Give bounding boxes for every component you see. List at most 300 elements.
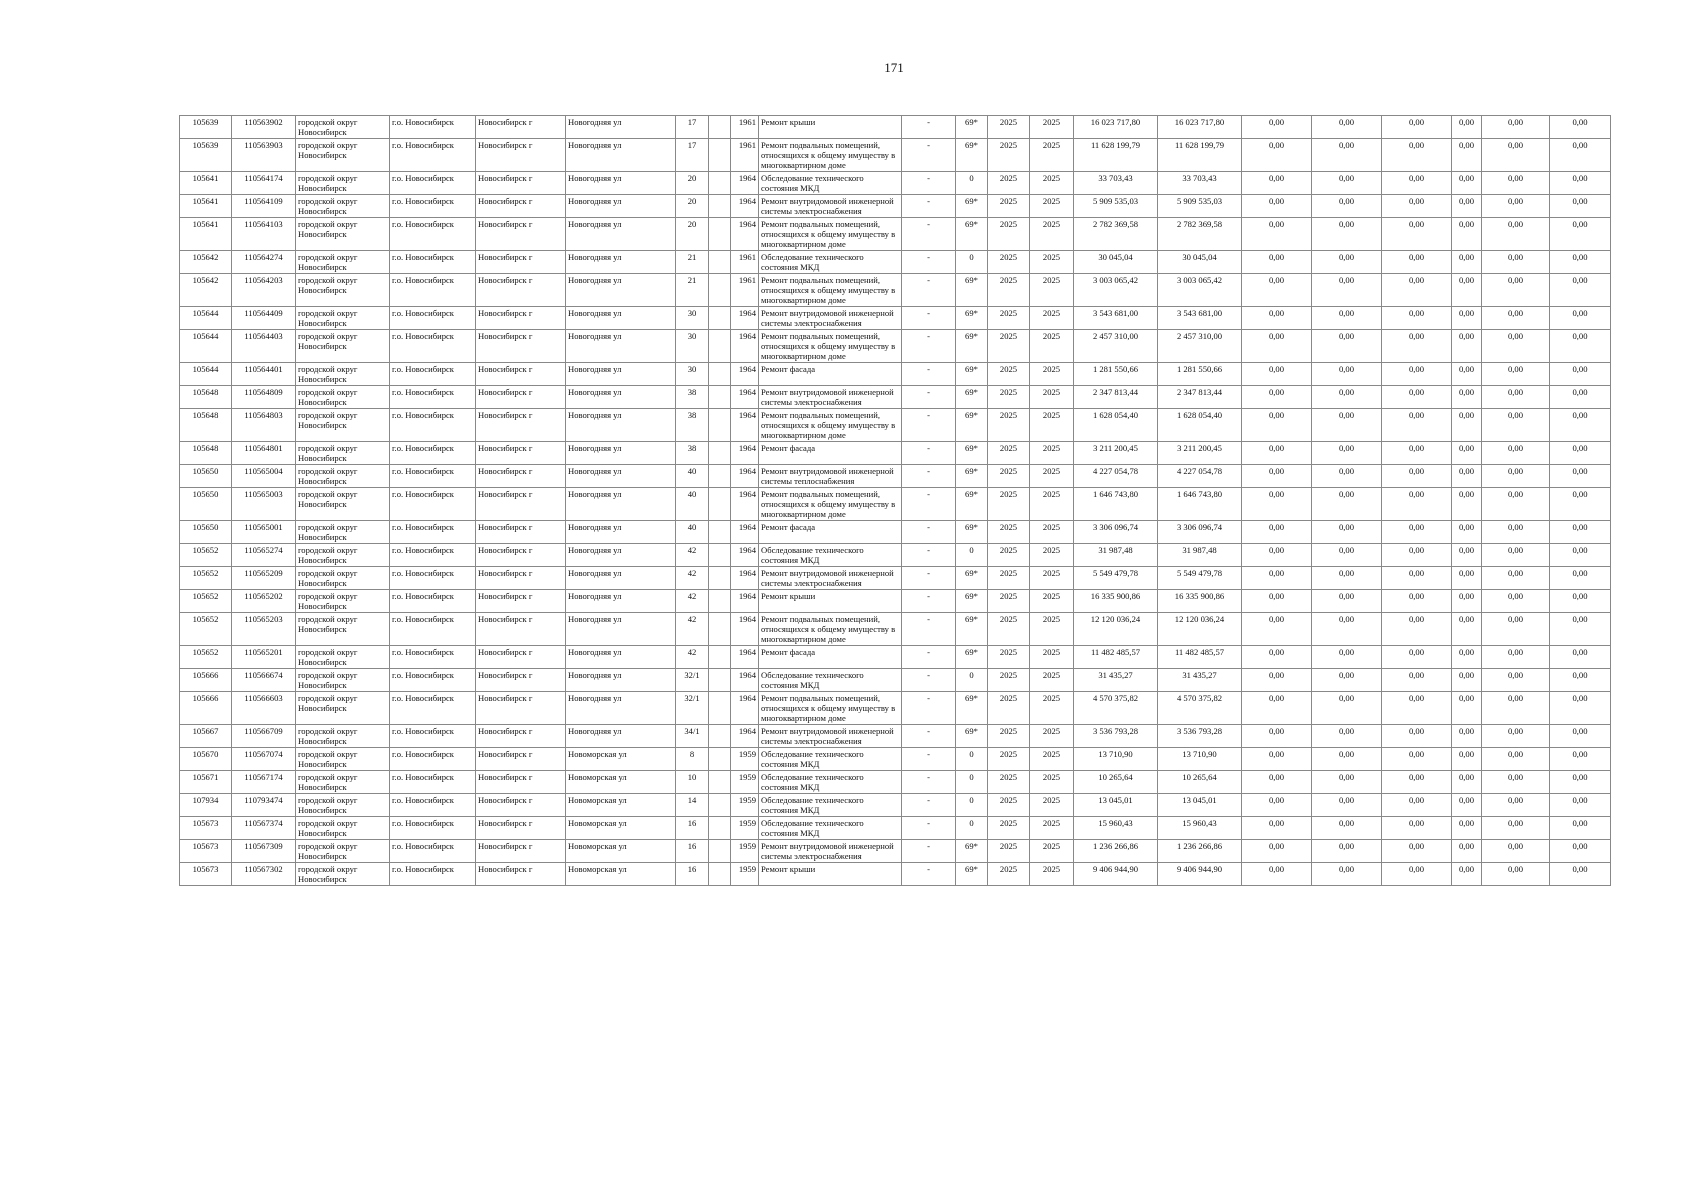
cell-cost-col-5: 0,00 (1482, 274, 1550, 307)
cell-build-year: 1959 (731, 840, 759, 863)
cell-work-type: Ремонт фасада (759, 363, 902, 386)
cell-work-id: 110564403 (232, 330, 296, 363)
cell-cost-col-4: 0,00 (1452, 544, 1482, 567)
cell-cost-col-1: 0,00 (1242, 840, 1312, 863)
cell-build-year: 1964 (731, 307, 759, 330)
cell-plan-year-start: 2025 (988, 172, 1030, 195)
table-body (180, 116, 1611, 886)
cell-street: Новогодняя ул (566, 172, 676, 195)
cell-work-type: Ремонт внутридомовой инженерной системы электроснабжения (759, 840, 902, 863)
cell-work-id: 110564109 (232, 195, 296, 218)
cell-col-dash: - (902, 139, 956, 172)
cell-city-district: г.о. Новосибирск (390, 521, 476, 544)
cell-plan-year-end: 2025 (1030, 613, 1074, 646)
table-row (180, 771, 1611, 794)
cell-plan-year-start: 2025 (988, 465, 1030, 488)
table-row (180, 330, 1611, 363)
cell-total-cost: 16 335 900,86 (1074, 590, 1158, 613)
cell-house-id: 105671 (180, 771, 232, 794)
cell-fund-cost: 4 227 054,78 (1158, 465, 1242, 488)
cell-col-dash: - (902, 465, 956, 488)
cell-municipality: городской округ Новосибирск (296, 863, 390, 886)
cell-house-number: 30 (676, 363, 709, 386)
cell-work-type: Ремонт фасада (759, 521, 902, 544)
cell-settlement: Новосибирск г (476, 274, 566, 307)
cell-house-id: 107934 (180, 794, 232, 817)
cell-fund-cost: 13 710,90 (1158, 748, 1242, 771)
cell-total-cost: 10 265,64 (1074, 771, 1158, 794)
cell-fund-cost: 16 335 900,86 (1158, 590, 1242, 613)
cell-building (709, 544, 731, 567)
cell-house-id: 105652 (180, 646, 232, 669)
cell-building (709, 817, 731, 840)
cell-cost-col-2: 0,00 (1312, 465, 1382, 488)
cell-work-type: Обследование технического состояния МКД (759, 251, 902, 274)
cell-build-year: 1964 (731, 725, 759, 748)
cell-cost-col-5: 0,00 (1482, 544, 1550, 567)
cell-street: Новоморская ул (566, 794, 676, 817)
cell-plan-year-start: 2025 (988, 771, 1030, 794)
cell-plan-year-start: 2025 (988, 669, 1030, 692)
cell-house-number: 30 (676, 330, 709, 363)
cell-work-id: 110793474 (232, 794, 296, 817)
cell-cost-col-3: 0,00 (1382, 218, 1452, 251)
cell-fund-cost: 3 211 200,45 (1158, 442, 1242, 465)
cell-fund-cost: 9 406 944,90 (1158, 863, 1242, 886)
cell-municipality: городской округ Новосибирск (296, 748, 390, 771)
cell-municipality: городской округ Новосибирск (296, 488, 390, 521)
cell-cost-col-3: 0,00 (1382, 274, 1452, 307)
cell-total-cost: 1 646 743,80 (1074, 488, 1158, 521)
cell-street: Новогодняя ул (566, 274, 676, 307)
cell-cost-col-3: 0,00 (1382, 172, 1452, 195)
cell-col-dash: - (902, 274, 956, 307)
cell-plan-year-end: 2025 (1030, 330, 1074, 363)
cell-city-district: г.о. Новосибирск (390, 116, 476, 139)
cell-total-cost: 31 435,27 (1074, 669, 1158, 692)
cell-work-id: 110567374 (232, 817, 296, 840)
cell-house-number: 20 (676, 218, 709, 251)
cell-building (709, 274, 731, 307)
cell-plan-year-start: 2025 (988, 748, 1030, 771)
cell-settlement: Новосибирск г (476, 488, 566, 521)
cell-street: Новогодняя ул (566, 465, 676, 488)
cell-municipality: городской округ Новосибирск (296, 590, 390, 613)
table-row (180, 669, 1611, 692)
cell-cost-col-2: 0,00 (1312, 386, 1382, 409)
cell-settlement: Новосибирск г (476, 771, 566, 794)
cell-house-id: 105652 (180, 613, 232, 646)
cell-building (709, 307, 731, 330)
cell-house-id: 105641 (180, 218, 232, 251)
cell-city-district: г.о. Новосибирск (390, 307, 476, 330)
cell-building (709, 771, 731, 794)
cell-wear-percent: 69* (956, 195, 988, 218)
cell-wear-percent: 69* (956, 692, 988, 725)
cell-cost-col-5: 0,00 (1482, 386, 1550, 409)
cell-house-number: 42 (676, 590, 709, 613)
cell-city-district: г.о. Новосибирск (390, 567, 476, 590)
cell-build-year: 1964 (731, 567, 759, 590)
cell-work-type: Ремонт внутридомовой инженерной системы электроснабжения (759, 725, 902, 748)
cell-fund-cost: 1 281 550,66 (1158, 363, 1242, 386)
cell-total-cost: 12 120 036,24 (1074, 613, 1158, 646)
cell-city-district: г.о. Новосибирск (390, 646, 476, 669)
cell-plan-year-end: 2025 (1030, 116, 1074, 139)
cell-plan-year-end: 2025 (1030, 863, 1074, 886)
cell-plan-year-end: 2025 (1030, 195, 1074, 218)
cell-wear-percent: 69* (956, 330, 988, 363)
cell-cost-col-2: 0,00 (1312, 330, 1382, 363)
cell-total-cost: 11 482 485,57 (1074, 646, 1158, 669)
cell-work-id: 110566709 (232, 725, 296, 748)
cell-street: Новогодняя ул (566, 590, 676, 613)
cell-cost-col-3: 0,00 (1382, 386, 1452, 409)
cell-municipality: городской округ Новосибирск (296, 386, 390, 409)
cell-house-number: 38 (676, 386, 709, 409)
cell-house-number: 20 (676, 172, 709, 195)
cell-cost-col-5: 0,00 (1482, 794, 1550, 817)
table-row (180, 363, 1611, 386)
cell-cost-col-5: 0,00 (1482, 139, 1550, 172)
cell-city-district: г.о. Новосибирск (390, 863, 476, 886)
cell-cost-col-4: 0,00 (1452, 646, 1482, 669)
cell-cost-col-4: 0,00 (1452, 386, 1482, 409)
cell-cost-col-6: 0,00 (1550, 139, 1611, 172)
table-row (180, 863, 1611, 886)
cell-building (709, 218, 731, 251)
cell-street: Новогодняя ул (566, 139, 676, 172)
cell-city-district: г.о. Новосибирск (390, 488, 476, 521)
cell-building (709, 748, 731, 771)
cell-cost-col-4: 0,00 (1452, 442, 1482, 465)
cell-settlement: Новосибирск г (476, 794, 566, 817)
cell-work-id: 110566603 (232, 692, 296, 725)
table-row (180, 590, 1611, 613)
cell-plan-year-start: 2025 (988, 116, 1030, 139)
cell-cost-col-1: 0,00 (1242, 646, 1312, 669)
table-row (180, 748, 1611, 771)
cell-col-dash: - (902, 669, 956, 692)
table-row (180, 195, 1611, 218)
cell-settlement: Новосибирск г (476, 251, 566, 274)
cell-fund-cost: 31 435,27 (1158, 669, 1242, 692)
cell-build-year: 1964 (731, 613, 759, 646)
cell-plan-year-end: 2025 (1030, 725, 1074, 748)
cell-col-dash: - (902, 794, 956, 817)
cell-col-dash: - (902, 330, 956, 363)
cell-col-dash: - (902, 863, 956, 886)
cell-plan-year-end: 2025 (1030, 771, 1074, 794)
cell-cost-col-6: 0,00 (1550, 330, 1611, 363)
cell-cost-col-6: 0,00 (1550, 251, 1611, 274)
cell-plan-year-start: 2025 (988, 567, 1030, 590)
cell-fund-cost: 4 570 375,82 (1158, 692, 1242, 725)
cell-cost-col-5: 0,00 (1482, 840, 1550, 863)
cell-work-id: 110563902 (232, 116, 296, 139)
cell-building (709, 646, 731, 669)
cell-street: Новогодняя ул (566, 613, 676, 646)
cell-house-number: 38 (676, 442, 709, 465)
cell-cost-col-6: 0,00 (1550, 442, 1611, 465)
cell-work-type: Ремонт подвальных помещений, относящихся к общему имуществу в многоквартирном доме (759, 692, 902, 725)
cell-cost-col-1: 0,00 (1242, 669, 1312, 692)
cell-col-dash: - (902, 195, 956, 218)
cell-settlement: Новосибирск г (476, 748, 566, 771)
cell-wear-percent: 0 (956, 669, 988, 692)
cell-total-cost: 1 281 550,66 (1074, 363, 1158, 386)
cell-cost-col-3: 0,00 (1382, 116, 1452, 139)
cell-plan-year-end: 2025 (1030, 692, 1074, 725)
cell-plan-year-start: 2025 (988, 442, 1030, 465)
cell-work-id: 110564401 (232, 363, 296, 386)
cell-fund-cost: 1 628 054,40 (1158, 409, 1242, 442)
cell-cost-col-4: 0,00 (1452, 465, 1482, 488)
cell-build-year: 1961 (731, 139, 759, 172)
cell-plan-year-start: 2025 (988, 363, 1030, 386)
page-number: 171 (884, 60, 904, 75)
cell-fund-cost: 31 987,48 (1158, 544, 1242, 567)
cell-house-number: 30 (676, 307, 709, 330)
cell-house-id: 105666 (180, 692, 232, 725)
cell-cost-col-3: 0,00 (1382, 725, 1452, 748)
table-row (180, 544, 1611, 567)
cell-wear-percent: 69* (956, 386, 988, 409)
cell-plan-year-end: 2025 (1030, 817, 1074, 840)
cell-cost-col-5: 0,00 (1482, 771, 1550, 794)
cell-cost-col-4: 0,00 (1452, 817, 1482, 840)
cell-wear-percent: 0 (956, 172, 988, 195)
cell-cost-col-1: 0,00 (1242, 771, 1312, 794)
cell-settlement: Новосибирск г (476, 465, 566, 488)
cell-plan-year-end: 2025 (1030, 139, 1074, 172)
cell-cost-col-3: 0,00 (1382, 794, 1452, 817)
cell-total-cost: 13 045,01 (1074, 794, 1158, 817)
cell-build-year: 1959 (731, 817, 759, 840)
table-row (180, 307, 1611, 330)
cell-cost-col-6: 0,00 (1550, 409, 1611, 442)
cell-wear-percent: 0 (956, 817, 988, 840)
cell-cost-col-3: 0,00 (1382, 330, 1452, 363)
cell-settlement: Новосибирск г (476, 330, 566, 363)
cell-house-id: 105644 (180, 330, 232, 363)
cell-cost-col-6: 0,00 (1550, 646, 1611, 669)
cell-house-id: 105644 (180, 363, 232, 386)
cell-building (709, 488, 731, 521)
cell-plan-year-start: 2025 (988, 725, 1030, 748)
cell-building (709, 251, 731, 274)
cell-city-district: г.о. Новосибирск (390, 590, 476, 613)
cell-col-dash: - (902, 646, 956, 669)
cell-work-type: Ремонт фасада (759, 442, 902, 465)
cell-cost-col-5: 0,00 (1482, 817, 1550, 840)
cell-house-id: 105650 (180, 521, 232, 544)
cell-street: Новоморская ул (566, 817, 676, 840)
cell-plan-year-end: 2025 (1030, 274, 1074, 307)
cell-municipality: городской округ Новосибирск (296, 409, 390, 442)
cell-fund-cost: 30 045,04 (1158, 251, 1242, 274)
cell-work-type: Ремонт подвальных помещений, относящихся к общему имуществу в многоквартирном доме (759, 139, 902, 172)
cell-cost-col-5: 0,00 (1482, 116, 1550, 139)
cell-cost-col-4: 0,00 (1452, 567, 1482, 590)
cell-total-cost: 13 710,90 (1074, 748, 1158, 771)
cell-city-district: г.о. Новосибирск (390, 544, 476, 567)
cell-street: Новогодняя ул (566, 363, 676, 386)
cell-plan-year-end: 2025 (1030, 590, 1074, 613)
cell-cost-col-2: 0,00 (1312, 613, 1382, 646)
cell-col-dash: - (902, 251, 956, 274)
cell-city-district: г.о. Новосибирск (390, 363, 476, 386)
cell-work-type: Ремонт крыши (759, 116, 902, 139)
cell-wear-percent: 69* (956, 409, 988, 442)
cell-fund-cost: 11 482 485,57 (1158, 646, 1242, 669)
cell-plan-year-start: 2025 (988, 251, 1030, 274)
cell-build-year: 1964 (731, 646, 759, 669)
cell-house-number: 20 (676, 195, 709, 218)
cell-city-district: г.о. Новосибирск (390, 409, 476, 442)
cell-building (709, 409, 731, 442)
cell-cost-col-2: 0,00 (1312, 692, 1382, 725)
cell-plan-year-end: 2025 (1030, 465, 1074, 488)
cell-cost-col-2: 0,00 (1312, 363, 1382, 386)
cell-building (709, 613, 731, 646)
cell-work-id: 110563903 (232, 139, 296, 172)
cell-city-district: г.о. Новосибирск (390, 725, 476, 748)
cell-plan-year-start: 2025 (988, 840, 1030, 863)
cell-settlement: Новосибирск г (476, 863, 566, 886)
cell-total-cost: 11 628 199,79 (1074, 139, 1158, 172)
cell-plan-year-end: 2025 (1030, 251, 1074, 274)
cell-house-number: 17 (676, 116, 709, 139)
cell-build-year: 1959 (731, 748, 759, 771)
cell-total-cost: 1 236 266,86 (1074, 840, 1158, 863)
cell-building (709, 363, 731, 386)
cell-fund-cost: 3 536 793,28 (1158, 725, 1242, 748)
cell-total-cost: 3 211 200,45 (1074, 442, 1158, 465)
cell-build-year: 1959 (731, 794, 759, 817)
cell-house-id: 105667 (180, 725, 232, 748)
cell-cost-col-2: 0,00 (1312, 218, 1382, 251)
cell-cost-col-1: 0,00 (1242, 488, 1312, 521)
cell-plan-year-end: 2025 (1030, 172, 1074, 195)
cell-cost-col-6: 0,00 (1550, 172, 1611, 195)
cell-cost-col-3: 0,00 (1382, 195, 1452, 218)
cell-build-year: 1959 (731, 771, 759, 794)
cell-fund-cost: 2 457 310,00 (1158, 330, 1242, 363)
cell-street: Новогодняя ул (566, 195, 676, 218)
cell-street: Новогодняя ул (566, 251, 676, 274)
cell-cost-col-6: 0,00 (1550, 863, 1611, 886)
cell-cost-col-1: 0,00 (1242, 544, 1312, 567)
cell-cost-col-6: 0,00 (1550, 363, 1611, 386)
cell-settlement: Новосибирск г (476, 613, 566, 646)
cell-cost-col-5: 0,00 (1482, 195, 1550, 218)
cell-city-district: г.о. Новосибирск (390, 330, 476, 363)
cell-building (709, 725, 731, 748)
cell-cost-col-1: 0,00 (1242, 363, 1312, 386)
cell-cost-col-6: 0,00 (1550, 116, 1611, 139)
cell-city-district: г.о. Новосибирск (390, 669, 476, 692)
cell-cost-col-2: 0,00 (1312, 195, 1382, 218)
cell-work-id: 110564409 (232, 307, 296, 330)
cell-work-id: 110565203 (232, 613, 296, 646)
cell-wear-percent: 69* (956, 567, 988, 590)
cell-work-type: Ремонт внутридомовой инженерной системы электроснабжения (759, 307, 902, 330)
table-row (180, 817, 1611, 840)
cell-wear-percent: 69* (956, 218, 988, 251)
cell-work-type: Ремонт подвальных помещений, относящихся к общему имуществу в многоквартирном доме (759, 218, 902, 251)
table-row (180, 613, 1611, 646)
cell-cost-col-3: 0,00 (1382, 544, 1452, 567)
cell-cost-col-1: 0,00 (1242, 409, 1312, 442)
cell-city-district: г.о. Новосибирск (390, 139, 476, 172)
cell-plan-year-start: 2025 (988, 386, 1030, 409)
cell-cost-col-2: 0,00 (1312, 771, 1382, 794)
cell-house-number: 34/1 (676, 725, 709, 748)
cell-cost-col-2: 0,00 (1312, 669, 1382, 692)
cell-cost-col-1: 0,00 (1242, 863, 1312, 886)
cell-street: Новогодняя ул (566, 567, 676, 590)
cell-cost-col-1: 0,00 (1242, 748, 1312, 771)
cell-fund-cost: 2 782 369,58 (1158, 218, 1242, 251)
table-row (180, 386, 1611, 409)
cell-cost-col-6: 0,00 (1550, 195, 1611, 218)
cell-wear-percent: 69* (956, 274, 988, 307)
cell-municipality: городской округ Новосибирск (296, 139, 390, 172)
cell-cost-col-3: 0,00 (1382, 669, 1452, 692)
cell-city-district: г.о. Новосибирск (390, 692, 476, 725)
cell-cost-col-5: 0,00 (1482, 442, 1550, 465)
cell-cost-col-3: 0,00 (1382, 817, 1452, 840)
cell-fund-cost: 10 265,64 (1158, 771, 1242, 794)
cell-cost-col-3: 0,00 (1382, 139, 1452, 172)
cell-municipality: городской округ Новосибирск (296, 692, 390, 725)
cell-street: Новогодняя ул (566, 488, 676, 521)
cell-cost-col-6: 0,00 (1550, 692, 1611, 725)
cell-total-cost: 3 536 793,28 (1074, 725, 1158, 748)
cell-wear-percent: 69* (956, 116, 988, 139)
cell-cost-col-1: 0,00 (1242, 195, 1312, 218)
cell-cost-col-1: 0,00 (1242, 139, 1312, 172)
cell-street: Новогодняя ул (566, 330, 676, 363)
cell-municipality: городской округ Новосибирск (296, 218, 390, 251)
cell-settlement: Новосибирск г (476, 442, 566, 465)
cell-cost-col-1: 0,00 (1242, 442, 1312, 465)
cell-house-number: 42 (676, 646, 709, 669)
cell-settlement: Новосибирск г (476, 725, 566, 748)
cell-total-cost: 5 909 535,03 (1074, 195, 1158, 218)
cell-col-dash: - (902, 521, 956, 544)
cell-plan-year-end: 2025 (1030, 442, 1074, 465)
cell-work-type: Ремонт внутридомовой инженерной системы теплоснабжения (759, 465, 902, 488)
cell-cost-col-6: 0,00 (1550, 590, 1611, 613)
cell-cost-col-6: 0,00 (1550, 669, 1611, 692)
cell-cost-col-1: 0,00 (1242, 330, 1312, 363)
cell-house-id: 105648 (180, 442, 232, 465)
cell-cost-col-5: 0,00 (1482, 330, 1550, 363)
cell-house-id: 105642 (180, 274, 232, 307)
cell-cost-col-1: 0,00 (1242, 567, 1312, 590)
cell-cost-col-5: 0,00 (1482, 307, 1550, 330)
cell-cost-col-2: 0,00 (1312, 139, 1382, 172)
cell-settlement: Новосибирск г (476, 669, 566, 692)
cell-plan-year-start: 2025 (988, 139, 1030, 172)
cell-cost-col-5: 0,00 (1482, 590, 1550, 613)
cell-house-number: 16 (676, 840, 709, 863)
cell-cost-col-6: 0,00 (1550, 771, 1611, 794)
cell-building (709, 139, 731, 172)
cell-total-cost: 16 023 717,80 (1074, 116, 1158, 139)
